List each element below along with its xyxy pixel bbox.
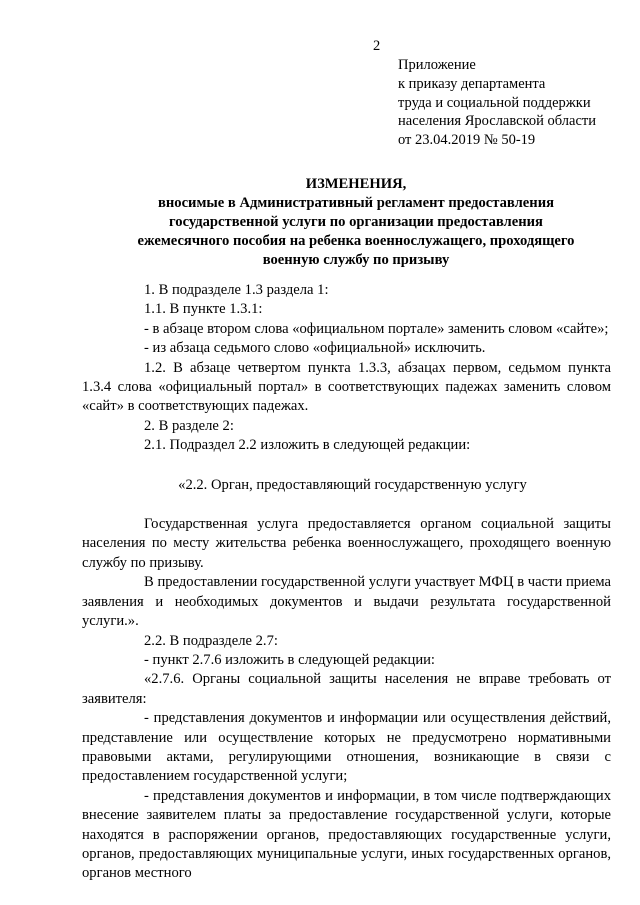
paragraph: 1. В подразделе 1.3 раздела 1: [144, 282, 329, 298]
appendix-line: труда и социальной поддержки [398, 94, 591, 111]
appendix-line: к приказу департамента [398, 75, 546, 92]
paragraph: 2. В разделе 2: [144, 417, 234, 434]
paragraph: В предоставлении государственной услуги участвует МФЦ в части приема заявления и необходимых документов и выдачи результата государственной услуги.». [82, 574, 611, 630]
title-line: ежемесячного пособия на ребенка военнослужащего, проходящего [137, 233, 575, 249]
section-heading: «2.2. Орган, предоставляющий государственную услугу [178, 476, 527, 493]
paragraph: - пункт 2.7.6 изложить в следующей редакции: [144, 651, 435, 668]
paragraph: Государственная услуга предоставляется органом социальной защиты населения по месту жительства ребенка военнослужащего, проходящего военную службу по призыву. [82, 516, 611, 571]
paragraph: - представления документов и информации, в том числе подтверждающих внесение заявителем платы за предоставление государственной услуги, которые находятся в распоряжении органов, предоставляющих государственные услуги, органов, предоставляющих муниципальные услуги, иных государственных органов, органов местного [82, 787, 611, 882]
appendix-line: от 23.04.2019 № 50-19 [398, 132, 536, 149]
appendix-line: Приложение [398, 57, 476, 73]
paragraph: 2.2. В подразделе 2.7: [144, 632, 278, 649]
paragraph: 1.2. В абзаце четвертом пункта 1.3.3, абзацах первом, седьмом пункта 1.3.4 слова «официальный портал» в соответствующих падежах заменить словом «сайт» в соответствующих падежах. [82, 359, 611, 415]
paragraph: - из абзаца седьмого слово «официальной» исключить. [144, 340, 486, 357]
title-line: военную службу по призыву [262, 252, 450, 268]
paragraph: 1.1. В пункте 1.3.1: [144, 301, 263, 318]
title-line: ИЗМЕНЕНИЯ, [305, 176, 407, 192]
document-body [82, 281, 611, 884]
title-line: вносимые в Административный регламент предоставления [157, 195, 554, 211]
appendix-block [398, 56, 596, 150]
paragraph: - в абзаце втором слова «официальном портале» заменить словом «сайте»; [144, 320, 609, 337]
paragraph: - представления документов и информации или осуществления действий, представление или осуществление которых не предусмотрено нормативными правовыми актами, регулирующими отношения, возникающие в связи с предоставлением государственной услуги; [82, 710, 611, 785]
appendix-line: населения Ярославской области [398, 113, 596, 130]
page-number: 2 [373, 38, 381, 54]
paragraph: «2.7.6. Органы социальной защиты населения не вправе требовать от заявителя: [82, 671, 611, 707]
document-title [80, 175, 632, 270]
paragraph: 2.1. Подраздел 2.2 изложить в следующей редакции: [144, 437, 471, 454]
title-line: государственной услуги по организации предоставления [169, 214, 543, 230]
